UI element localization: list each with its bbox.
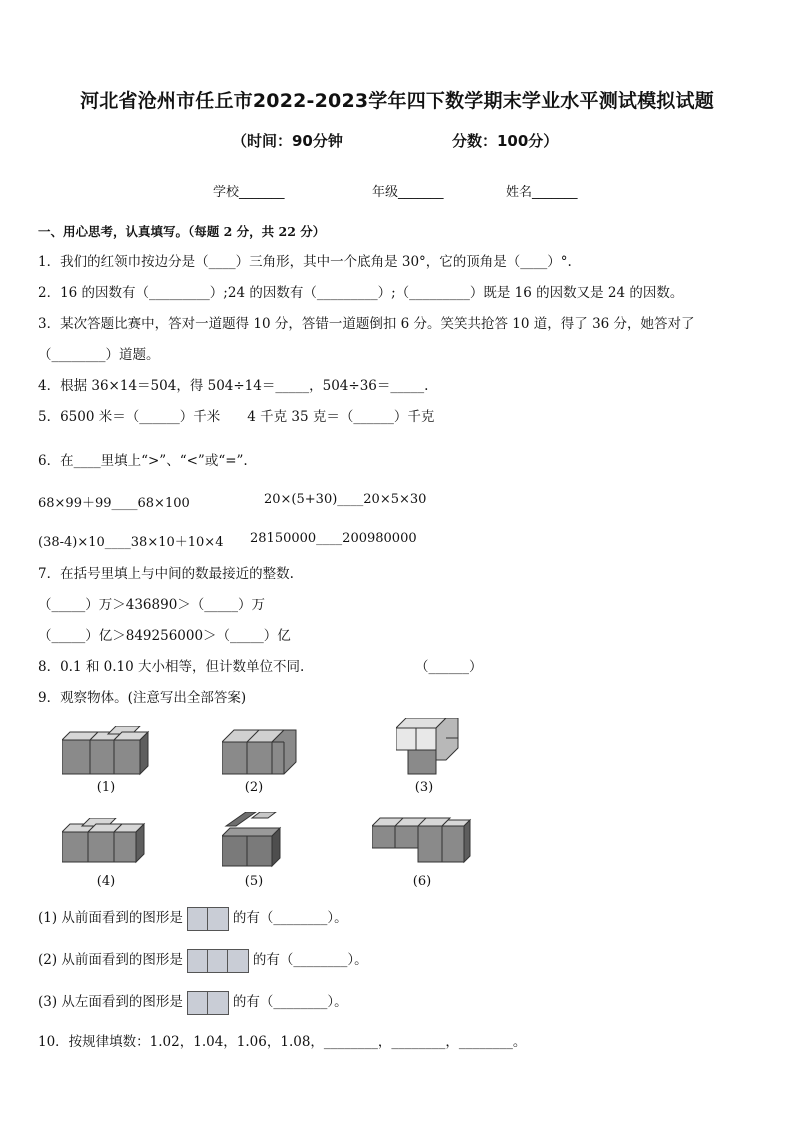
question-9: 9．观察物体。(注意写出全部答案) [38,690,247,706]
two-square-view-icon [187,991,229,1015]
compare-item: 68×99＋99____68×100 [38,496,190,511]
compare-item: 28150000____200980000 [250,531,417,546]
name-field[interactable]: 姓名_______ [506,185,578,200]
question-4: 4．根据 36×14＝504，得 504÷14＝_____，504÷36＝_____. [38,378,429,394]
compare-item: 20×(5+30)____20×5×30 [264,492,427,507]
question-9-1 [38,906,348,930]
figure-caption: (2) [244,780,264,795]
question-7a: （_____）万＞436890＞（_____）万 [38,597,266,613]
cube-figure-2 [222,726,302,780]
question-9-3-suffix: 的有（________）。 [232,994,348,1010]
figure-caption: (5) [244,874,264,889]
cube-figure-3 [396,718,464,778]
exam-score: 分数：100分） [452,132,559,150]
compare-item: (38-4)×10____38×10＋10×4 [38,535,224,550]
question-9-1-suffix: 的有（________）。 [232,910,348,926]
question-5: 5．6500 米＝（______）千米 4 千克 35 克＝（______）千克 [38,409,435,425]
question-6: 6．在____里填上“>”、“<”或“=”. [38,453,248,469]
figure-caption: (1) [96,780,116,795]
grade-field[interactable]: 年级_______ [372,185,444,200]
question-8-blank[interactable]: （______） [415,659,483,675]
question-7b: （_____）亿＞849256000＞（_____）亿 [38,628,291,644]
page-title: 河北省沧州市任丘市2022-2023学年四下数学期末学业水平测试模拟试题 [80,90,714,112]
two-square-view-icon [187,907,229,931]
question-3-cont: （________）道题。 [38,347,160,363]
question-2: 2．16 的因数有（_________）;24 的因数有（_________）;（_________）既是 16 的因数又是 24 的因数。 [38,285,684,301]
question-9-2-prefix: (2) 从前面看到的图形是 [38,952,183,968]
question-7: 7．在括号里填上与中间的数最接近的整数. [38,566,294,582]
figure-caption: (6) [412,874,432,889]
question-9-2 [38,948,368,972]
exam-time: （时间：90分钟 [232,132,343,150]
cube-figure-5 [222,812,288,870]
question-8: 8．0.1 和 0.10 大小相等，但计数单位不同. [38,659,305,675]
question-9-1-prefix: (1) 从前面看到的图形是 [38,910,183,926]
figure-caption: (4) [96,874,116,889]
question-9-3-prefix: (3) 从左面看到的图形是 [38,994,183,1010]
school-field[interactable]: 学校_______ [213,185,285,200]
question-10: 10．按规律填数：1.02，1.04，1.06，1.08，________，________，________。 [38,1034,527,1050]
section-heading: 一、用心思考，认真填写。（每题 2 分，共 22 分） [38,224,326,239]
three-square-view-icon [187,949,249,973]
cube-figure-6 [372,814,472,866]
cube-figure-4 [62,818,146,868]
cube-figure-1 [62,726,154,780]
question-1: 1．我们的红领巾按边分是（____）三角形，其中一个底角是 30°，它的顶角是（____）°. [38,254,572,270]
question-9-3 [38,990,348,1014]
question-9-2-suffix: 的有（________）。 [252,952,368,968]
figure-caption: (3) [414,780,434,795]
question-3: 3．某次答题比赛中，答对一道题得 10 分，答错一道题倒扣 6 分。笑笑共抢答 10 道，得了 36 分，她答对了 [38,316,695,332]
